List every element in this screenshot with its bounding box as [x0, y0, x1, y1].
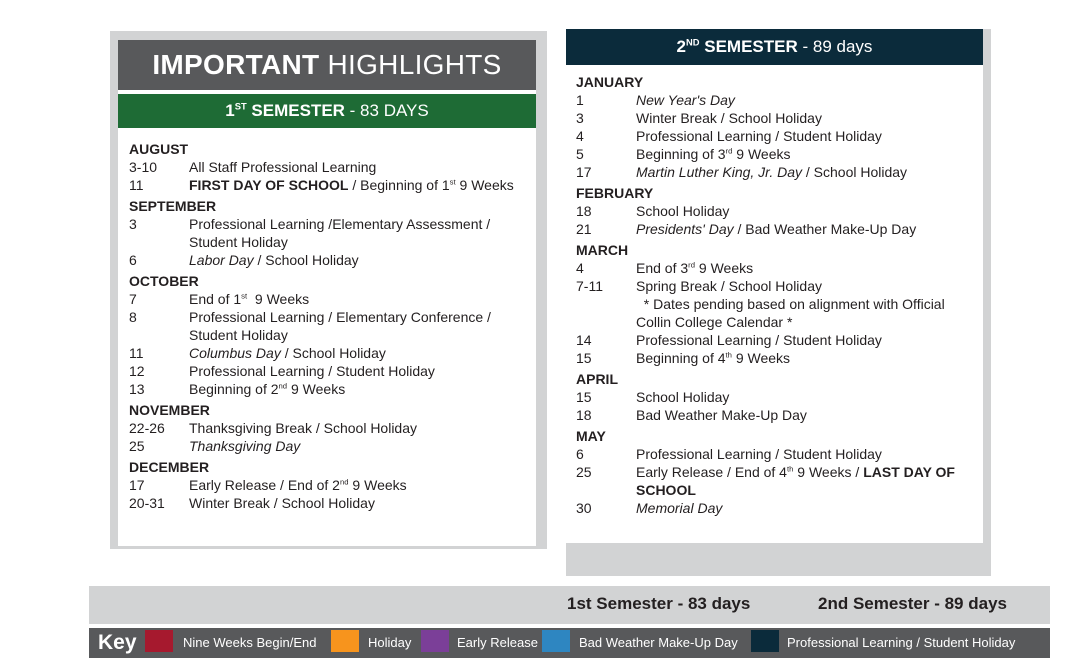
event-date: 11 [129, 345, 144, 361]
event-description: Professional Learning / Student Holiday [636, 446, 882, 462]
sem1-summary: 1st Semester - 83 days [567, 594, 751, 613]
event-date: 18 [576, 203, 592, 219]
event-description: School Holiday [636, 203, 730, 219]
sem1-sup: ST [234, 101, 247, 112]
list-item [129, 308, 529, 344]
sem2-month-heading: JANUARY [576, 74, 644, 90]
list-item [576, 388, 976, 406]
event-description: School Holiday [636, 389, 730, 405]
sem2-sup: ND [686, 37, 700, 48]
key-label-professional-learning: Professional Learning / Student Holiday [787, 635, 1016, 650]
event-date: 13 [129, 381, 145, 397]
list-item [576, 220, 976, 238]
event-date: 5 [576, 146, 584, 162]
sem1-month-heading: AUGUST [129, 141, 189, 157]
list-item [129, 437, 529, 455]
list-item [129, 251, 529, 269]
event-date: 4 [576, 260, 584, 276]
sem2-month-heading: MAY [576, 428, 606, 444]
event-date: 3 [576, 110, 584, 126]
event-description: Presidents' Day / Bad Weather Make-Up Day [636, 221, 917, 237]
event-description: Professional Learning / Elementary Conference / Student Holiday [189, 309, 491, 343]
list-item [129, 476, 529, 494]
first-semester-bar [118, 94, 536, 128]
event-description: End of 1st 9 Weeks [189, 291, 310, 307]
event-date: 25 [129, 438, 145, 454]
event-description: Beginning of 4th 9 Weeks [636, 350, 791, 366]
sem2-month-heading: FEBRUARY [576, 185, 654, 201]
event-date: 15 [576, 389, 592, 405]
event-description: Professional Learning /Elementary Assessment / Student Holiday [189, 216, 491, 250]
highlights-header [118, 40, 536, 90]
list-item [129, 494, 529, 512]
list-item [576, 127, 976, 145]
list-item [129, 176, 529, 194]
event-date: 12 [129, 363, 145, 379]
event-date: 21 [576, 221, 592, 237]
list-item [576, 202, 976, 220]
event-date: 14 [576, 332, 592, 348]
event-date: 6 [576, 446, 584, 462]
key-label-bad-weather: Bad Weather Make-Up Day [579, 635, 738, 650]
list-item [576, 91, 976, 109]
list-item [576, 406, 976, 424]
event-description: Memorial Day [636, 500, 723, 516]
event-description: Beginning of 2nd 9 Weeks [189, 381, 346, 397]
event-date: 20-31 [129, 495, 165, 511]
highlights-header-light: HIGHLIGHTS [327, 49, 502, 80]
second-semester-bar [566, 29, 983, 65]
event-date: 1 [576, 92, 584, 108]
key-title: Key [98, 631, 137, 654]
sem1-month-heading: SEPTEMBER [129, 198, 217, 214]
swatch-holiday [331, 630, 359, 652]
event-description: New Year's Day [636, 92, 735, 108]
event-description: FIRST DAY OF SCHOOL / Beginning of 1st 9 Weeks [189, 177, 514, 193]
swatch-bad-weather [542, 630, 570, 652]
swatch-nine-weeks [145, 630, 173, 652]
list-item [576, 259, 976, 277]
event-date: 25 [576, 464, 592, 480]
sem2-month-heading: MARCH [576, 242, 629, 258]
event-description: Professional Learning / Student Holiday [189, 363, 435, 379]
event-date: 8 [129, 309, 137, 325]
event-description: Professional Learning / Student Holiday [636, 332, 882, 348]
event-date: 11 [129, 177, 144, 193]
list-item [576, 349, 976, 367]
event-date: 3 [129, 216, 137, 232]
event-description: All Staff Professional Learning [189, 159, 377, 175]
event-description: Early Release / End of 2nd 9 Weeks [189, 477, 407, 493]
event-date: 30 [576, 500, 592, 516]
semester-summary-bar [89, 586, 1050, 624]
list-item [576, 445, 976, 463]
key-label-early-release: Early Release [457, 635, 538, 650]
event-description: Winter Break / School Holiday [636, 110, 822, 126]
legend-key-bar [89, 628, 1050, 658]
event-description: Bad Weather Make-Up Day [636, 407, 807, 423]
sem2-month-heading: APRIL [576, 371, 618, 387]
list-item [129, 380, 529, 398]
list-item [129, 290, 529, 308]
event-date: 6 [129, 252, 137, 268]
list-item [129, 215, 529, 251]
event-description: Labor Day / School Holiday [189, 252, 359, 268]
event-description: Thanksgiving Day [189, 438, 301, 454]
list-item [576, 145, 976, 163]
first-semester-panel [118, 40, 536, 546]
sem2-summary: 2nd Semester - 89 days [818, 594, 1007, 613]
event-date: 3-10 [129, 159, 158, 175]
sem1-word: SEMESTER [251, 101, 345, 120]
list-item [576, 109, 976, 127]
event-date: 7 [129, 291, 137, 307]
sem2-word: SEMESTER [704, 37, 798, 56]
sem1-month-heading: NOVEMBER [129, 402, 210, 418]
sem1-suffix: - 83 DAYS [344, 101, 429, 120]
sem1-num: 1 [225, 101, 235, 120]
key-label-holiday: Holiday [368, 635, 412, 650]
event-description: Winter Break / School Holiday [189, 495, 375, 511]
list-item [129, 419, 529, 437]
list-item [576, 163, 976, 181]
event-date: 17 [129, 477, 145, 493]
event-description: Professional Learning / Student Holiday [636, 128, 882, 144]
first-semester-calendar [129, 140, 529, 512]
sem2-num: 2 [676, 37, 687, 56]
event-description: Spring Break / School Holiday * Dates pending based on alignment with Official Collin College Calendar * [636, 278, 945, 330]
event-description: End of 3rd 9 Weeks [636, 260, 754, 276]
list-item [576, 463, 976, 499]
list-item [576, 331, 976, 349]
sem1-month-heading: DECEMBER [129, 459, 210, 475]
event-description: Thanksgiving Break / School Holiday [189, 420, 418, 436]
event-date: 4 [576, 128, 584, 144]
second-semester-panel [566, 29, 983, 543]
list-item [576, 277, 976, 331]
list-item [129, 158, 529, 176]
event-description: Martin Luther King, Jr. Day / School Holiday [636, 164, 908, 180]
swatch-early-release [421, 630, 449, 652]
event-description: Early Release / End of 4th 9 Weeks / LAST DAY OF SCHOOL [636, 464, 955, 498]
highlights-header-bold: IMPORTANT [152, 49, 320, 80]
event-date: 15 [576, 350, 592, 366]
event-date: 7-11 [576, 278, 603, 294]
event-date: 17 [576, 164, 592, 180]
swatch-professional-learning [751, 630, 779, 652]
event-date: 18 [576, 407, 592, 423]
key-label-nine-weeks: Nine Weeks Begin/End [183, 635, 317, 650]
event-description: Columbus Day / School Holiday [189, 345, 386, 361]
second-semester-calendar [576, 73, 976, 517]
list-item [576, 499, 976, 517]
event-description: Beginning of 3rd 9 Weeks [636, 146, 791, 162]
list-item [129, 344, 529, 362]
list-item [129, 362, 529, 380]
sem2-suffix: - 89 days [797, 37, 873, 56]
sem1-month-heading: OCTOBER [129, 273, 199, 289]
event-date: 22-26 [129, 420, 165, 436]
